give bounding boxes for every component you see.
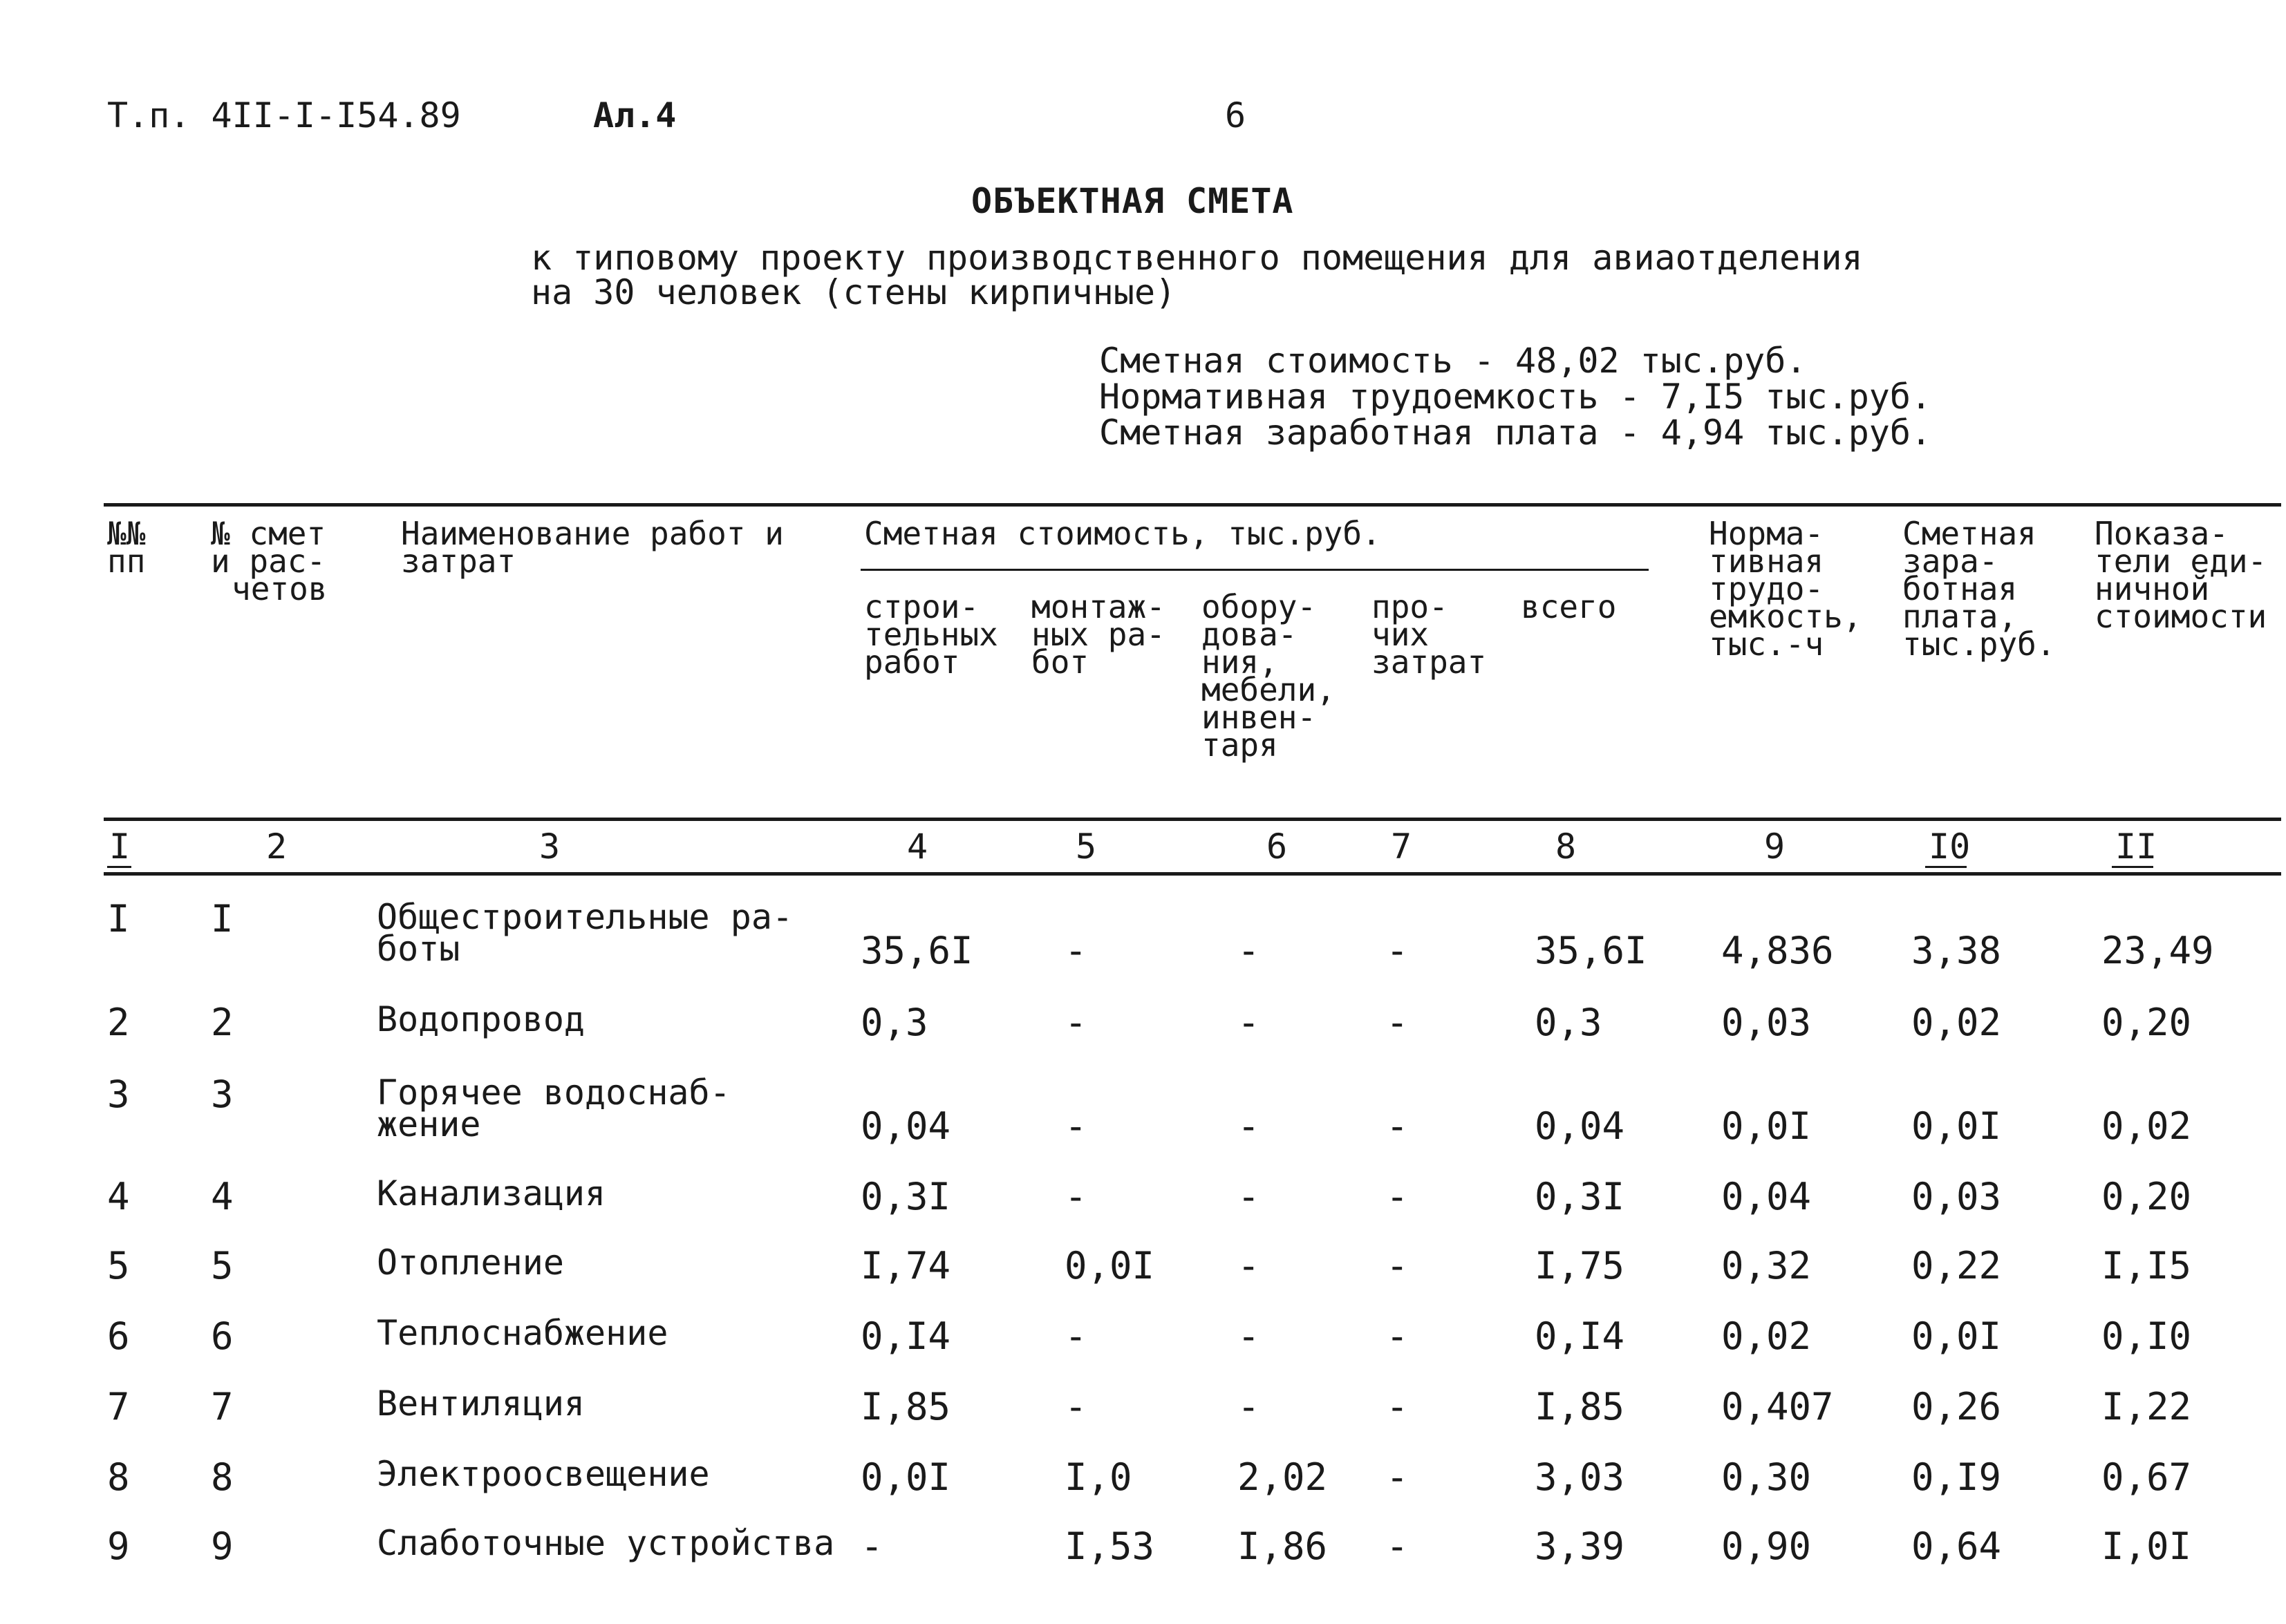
cell-n: 8 xyxy=(107,1455,130,1499)
cell-name xyxy=(377,999,585,1039)
cell-est: I xyxy=(211,897,234,941)
cell-c4: 0,04 xyxy=(861,1104,951,1148)
column-number-underline xyxy=(107,866,131,868)
cell-c10: 0,0I xyxy=(1911,1314,2002,1358)
header-col-8: всего xyxy=(1521,588,1617,625)
header-bottom-rule xyxy=(104,818,2281,821)
cell-c9: 0,03 xyxy=(1721,1001,1812,1044)
cell-n: I xyxy=(107,897,130,941)
cell-c11: 0,20 xyxy=(2101,1001,2192,1044)
cell-c4: - xyxy=(861,1524,883,1568)
cell-est: 6 xyxy=(211,1314,234,1358)
cell-n: 5 xyxy=(107,1244,130,1287)
cell-c7: - xyxy=(1386,1244,1409,1287)
cell-est: 9 xyxy=(211,1524,234,1568)
cell-c8: 0,04 xyxy=(1535,1104,1625,1148)
document-title: ОБЪЕКТНАЯ СМЕТА xyxy=(971,181,1294,221)
cell-c11: 0,02 xyxy=(2101,1104,2192,1148)
cell-name-line: Канализация xyxy=(377,1173,606,1214)
cell-c5: - xyxy=(1065,929,1087,972)
cell-n: 9 xyxy=(107,1524,130,1568)
cell-c8: I,75 xyxy=(1535,1244,1625,1287)
header-col-1: №№ пп xyxy=(107,515,146,580)
column-number-underline xyxy=(1925,866,1967,868)
cell-c11: 0,67 xyxy=(2101,1455,2192,1499)
cell-c6: - xyxy=(1237,929,1260,972)
cell-name-line: Общестроительные ра- xyxy=(377,897,794,937)
cell-c11: I,22 xyxy=(2101,1385,2192,1428)
cell-c9: 0,04 xyxy=(1721,1175,1812,1218)
cell-est: 3 xyxy=(211,1073,234,1116)
cell-c4: 0,3I xyxy=(861,1175,951,1218)
cell-name-line: Теплоснабжение xyxy=(377,1313,668,1353)
cell-c10: 0,0I xyxy=(1911,1104,2002,1148)
cell-name-line: Водопровод xyxy=(377,999,585,1039)
column-number-6: 6 xyxy=(1266,827,1288,867)
summary-wage: Сметная заработная плата - 4,94 тыс.руб. xyxy=(1099,413,1932,453)
cell-est: 5 xyxy=(211,1244,234,1287)
column-number-2: 2 xyxy=(266,827,288,867)
column-number-8: 8 xyxy=(1555,827,1577,867)
cell-c4: I,74 xyxy=(861,1244,951,1287)
cell-c11: I,0I xyxy=(2101,1524,2192,1568)
cell-n: 6 xyxy=(107,1314,130,1358)
cell-name xyxy=(377,1173,606,1214)
column-number-underline xyxy=(2112,866,2153,868)
cell-c9: 0,32 xyxy=(1721,1244,1812,1287)
cell-name xyxy=(377,1454,710,1494)
header-col-9: Норма- тивная трудо- емкость, тыс.-ч xyxy=(1709,515,1862,663)
column-number-7: 7 xyxy=(1391,827,1412,867)
cell-c8: 0,I4 xyxy=(1535,1314,1625,1358)
cell-c6: - xyxy=(1237,1244,1260,1287)
column-numbers-rule xyxy=(104,872,2281,876)
column-number-10: I0 xyxy=(1929,827,1971,867)
summary-labor-intensity: Нормативная трудоемкость - 7,I5 тыс.руб. xyxy=(1099,377,1932,417)
column-number-9: 9 xyxy=(1764,827,1786,867)
cell-c9: 0,02 xyxy=(1721,1314,1812,1358)
cell-c5: - xyxy=(1065,1175,1087,1218)
cell-c4: 0,I4 xyxy=(861,1314,951,1358)
sheet-number: Ал.4 xyxy=(593,95,677,135)
page-number: 6 xyxy=(1225,95,1246,135)
cell-name xyxy=(377,1384,585,1424)
cell-n: 7 xyxy=(107,1385,130,1428)
table-top-rule xyxy=(104,503,2281,507)
cell-c11: 0,20 xyxy=(2101,1175,2192,1218)
cell-c5: - xyxy=(1065,1104,1087,1148)
cell-c8: 35,6I xyxy=(1535,929,1647,972)
cell-c6: - xyxy=(1237,1175,1260,1218)
cell-c6: - xyxy=(1237,1104,1260,1148)
cell-c5: - xyxy=(1065,1385,1087,1428)
cell-c7: - xyxy=(1386,1001,1409,1044)
cell-c7: - xyxy=(1386,929,1409,972)
cell-c5: I,53 xyxy=(1065,1524,1155,1568)
header-col-3: Наименование работ и затрат xyxy=(401,515,784,580)
cell-c8: 3,03 xyxy=(1535,1455,1625,1499)
cell-name-line: Горячее водоснаб- xyxy=(377,1073,731,1113)
cell-c7: - xyxy=(1386,1524,1409,1568)
cell-name-line: боты xyxy=(377,929,460,969)
cell-c10: 0,03 xyxy=(1911,1175,2002,1218)
summary-estimated-cost: Сметная стоимость - 48,02 тыс.руб. xyxy=(1099,341,1807,381)
cell-c10: 0,22 xyxy=(1911,1244,2002,1287)
cell-c5: I,0 xyxy=(1065,1455,1132,1499)
column-number-11: II xyxy=(2115,827,2157,867)
cell-name xyxy=(377,1523,835,1563)
column-number-4: 4 xyxy=(907,827,928,867)
cell-c6: - xyxy=(1237,1314,1260,1358)
cell-c8: 0,3I xyxy=(1535,1175,1625,1218)
header-col-5: монтаж- ных ра- бот xyxy=(1031,588,1165,681)
column-number-5: 5 xyxy=(1076,827,1097,867)
cell-name-line: Электроосвещение xyxy=(377,1454,710,1494)
header-col-10: Сметная зара- ботная плата, тыс.руб. xyxy=(1902,515,2056,663)
cell-n: 4 xyxy=(107,1175,130,1218)
header-cost-group: Сметная стоимость, тыс.руб. xyxy=(864,515,1381,552)
cell-c11: 0,I0 xyxy=(2101,1314,2192,1358)
cell-c8: 3,39 xyxy=(1535,1524,1625,1568)
cell-c4: 0,0I xyxy=(861,1455,951,1499)
cell-c10: 3,38 xyxy=(1911,929,2002,972)
header-col-11: Показа- тели еди- ничной стоимости xyxy=(2095,515,2267,635)
cell-c8: 0,3 xyxy=(1535,1001,1602,1044)
cell-c4: 35,6I xyxy=(861,929,973,972)
cell-c9: 0,30 xyxy=(1721,1455,1812,1499)
header-col-4: строи- тельных работ xyxy=(864,588,998,681)
cell-c5: - xyxy=(1065,1314,1087,1358)
cell-c10: 0,02 xyxy=(1911,1001,2002,1044)
cell-name-line: Слаботочные устройства xyxy=(377,1523,835,1563)
header-col-6: обору- дова- ния, мебели, инвен- таря xyxy=(1201,588,1336,764)
cell-c6: - xyxy=(1237,1001,1260,1044)
cell-c7: - xyxy=(1386,1314,1409,1358)
cell-c7: - xyxy=(1386,1175,1409,1218)
cell-c9: 0,0I xyxy=(1721,1104,1812,1148)
cell-name xyxy=(377,1313,668,1353)
cell-c9: 0,407 xyxy=(1721,1385,1834,1428)
cell-c9: 4,836 xyxy=(1721,929,1834,972)
cell-c6: - xyxy=(1237,1385,1260,1428)
header-col-2: № смет и рас- четов xyxy=(211,515,328,607)
cell-name xyxy=(377,1073,731,1144)
cell-n: 2 xyxy=(107,1001,130,1044)
cell-est: 7 xyxy=(211,1385,234,1428)
cell-c10: 0,26 xyxy=(1911,1385,2002,1428)
cell-c5: - xyxy=(1065,1001,1087,1044)
cell-c4: 0,3 xyxy=(861,1001,928,1044)
subtitle-line-1: к типовому проекту производственного помещения для авиаотделения xyxy=(531,238,1863,278)
cell-est: 4 xyxy=(211,1175,234,1218)
document-code: Т.п. 4II-I-I54.89 xyxy=(107,95,461,135)
cell-c7: - xyxy=(1386,1385,1409,1428)
cell-c10: 0,I9 xyxy=(1911,1455,2002,1499)
group-header-rule xyxy=(861,569,1649,571)
cell-c11: 23,49 xyxy=(2101,929,2214,972)
column-number-3: 3 xyxy=(539,827,561,867)
cell-c6: I,86 xyxy=(1237,1524,1328,1568)
cell-n: 3 xyxy=(107,1073,130,1116)
cell-name-line: Отопление xyxy=(377,1243,564,1283)
cell-c7: - xyxy=(1386,1455,1409,1499)
cell-c7: - xyxy=(1386,1104,1409,1148)
cell-c5: 0,0I xyxy=(1065,1244,1155,1287)
cell-name xyxy=(377,897,794,969)
cell-c4: I,85 xyxy=(861,1385,951,1428)
cell-est: 8 xyxy=(211,1455,234,1499)
cell-name-line: жение xyxy=(377,1104,481,1144)
subtitle-line-2: на 30 человек (стены кирпичные) xyxy=(531,272,1177,312)
cell-c10: 0,64 xyxy=(1911,1524,2002,1568)
cell-c9: 0,90 xyxy=(1721,1524,1812,1568)
cell-c11: I,I5 xyxy=(2101,1244,2192,1287)
header-col-7: про- чих затрат xyxy=(1371,588,1487,681)
cell-c6: 2,02 xyxy=(1237,1455,1328,1499)
cell-est: 2 xyxy=(211,1001,234,1044)
column-number-1: I xyxy=(109,827,131,867)
cell-name xyxy=(377,1243,564,1283)
cell-name-line: Вентиляция xyxy=(377,1384,585,1424)
cell-c8: I,85 xyxy=(1535,1385,1625,1428)
